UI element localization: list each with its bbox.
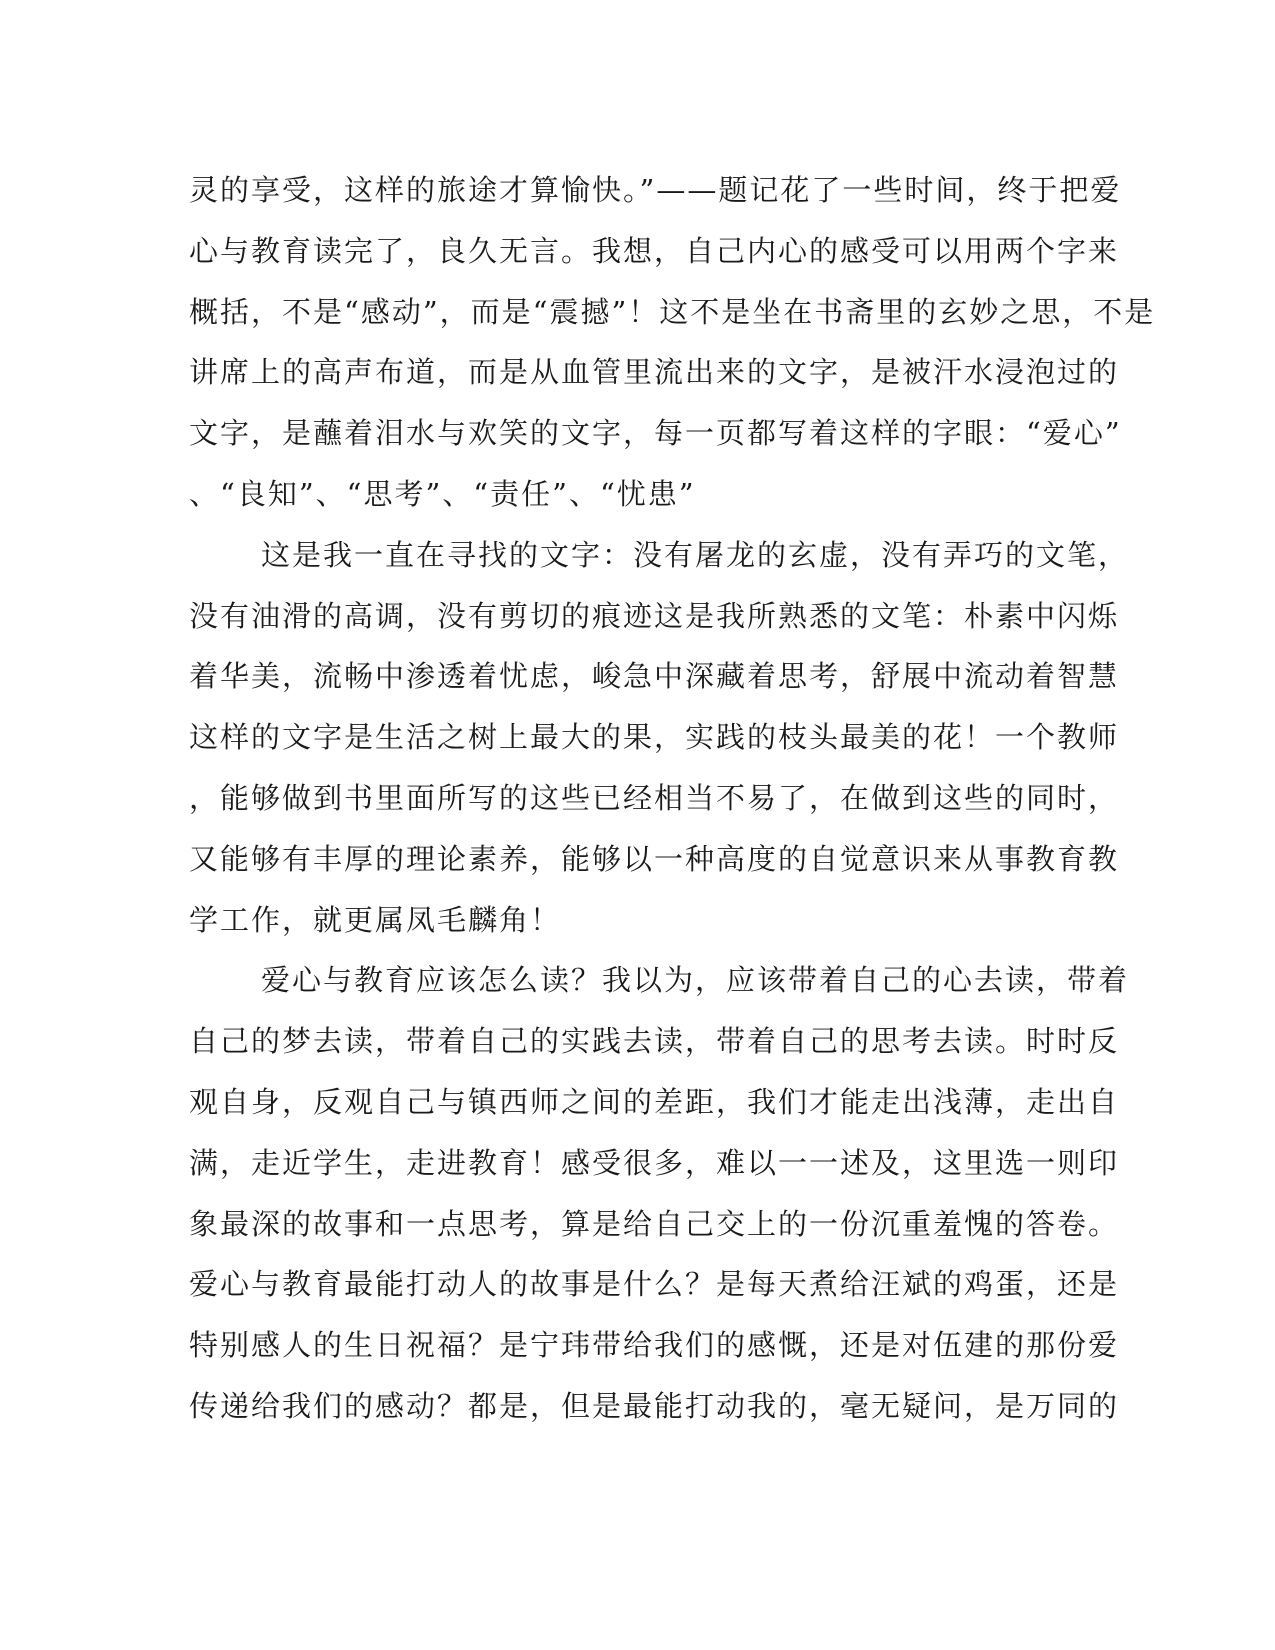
- text-line: 这样的文字是生活之树上最大的果，实践的枝头最美的花！一个教师: [189, 720, 1120, 755]
- paragraph-start-line: 爱心与教育应该怎么读？我以为，应该带着自己的心去读，带着: [261, 963, 1130, 998]
- paragraph-start-line: 这是我一直在寻找的文字：没有屠龙的玄虚，没有弄巧的文笔，: [261, 537, 1130, 572]
- text-line: 满，走近学生，走进教育！感受很多，难以一一述及，这里选一则印: [189, 1145, 1120, 1180]
- text-line: 爱心与教育最能打动人的故事是什么？是每天煮给汪斌的鸡蛋，还是: [189, 1267, 1120, 1302]
- text-line: 灵的享受，这样的旅途才算愉快。”——题记花了一些时间，终于把爱: [189, 173, 1122, 207]
- text-line: 没有油滑的高调，没有剪切的痕迹这是我所熟悉的文笔：朴素中闪烁: [189, 598, 1120, 633]
- text-line: ，能够做到书里面所写的这些已经相当不易了，在做到这些的同时，: [189, 780, 1120, 815]
- text-line: 象最深的故事和一点思考，算是给自己交上的一份沉重羞愧的答卷。: [189, 1206, 1120, 1241]
- text-line: 观自身，反观自己与镇西师之间的差距，我们才能走出浅薄，走出自: [189, 1084, 1120, 1119]
- text-line: 传递给我们的感动？都是，但是最能打动我的，毫无疑问，是万同的: [189, 1388, 1120, 1423]
- text-line: 、“良知”、“思考”、“责任”、“忧患”: [189, 476, 696, 511]
- text-line: 文字，是蘸着泪水与欢笑的文字，每一页都写着这样的字眼：“爱心”: [189, 416, 1122, 451]
- document-body: [189, 160, 1156, 1437]
- text-line: 特别感人的生日祝福？是宁玮带给我们的感慨，还是对伍建的那份爱: [189, 1328, 1120, 1363]
- text-line: 自己的梦去读，带着自己的实践去读，带着自己的思考去读。时时反: [189, 1024, 1120, 1059]
- text-line: 又能够有丰厚的理论素养，能够以一种高度的自觉意识来从事教育教: [189, 841, 1120, 876]
- text-line: 学工作，就更属凤毛麟角！: [189, 902, 562, 937]
- text-line: 心与教育读完了，良久无言。我想，自己内心的感受可以用两个字来: [189, 233, 1120, 268]
- text-line: 着华美，流畅中渗透着忧虑，峻急中深藏着思考，舒展中流动着智慧: [189, 659, 1120, 694]
- text-line: 概括，不是“感动”，而是“震撼”！这不是坐在书斋里的玄妙之思，不是: [189, 294, 1156, 329]
- text-line: 讲席上的高声布道，而是从血管里流出来的文字，是被汗水浸泡过的: [189, 355, 1120, 390]
